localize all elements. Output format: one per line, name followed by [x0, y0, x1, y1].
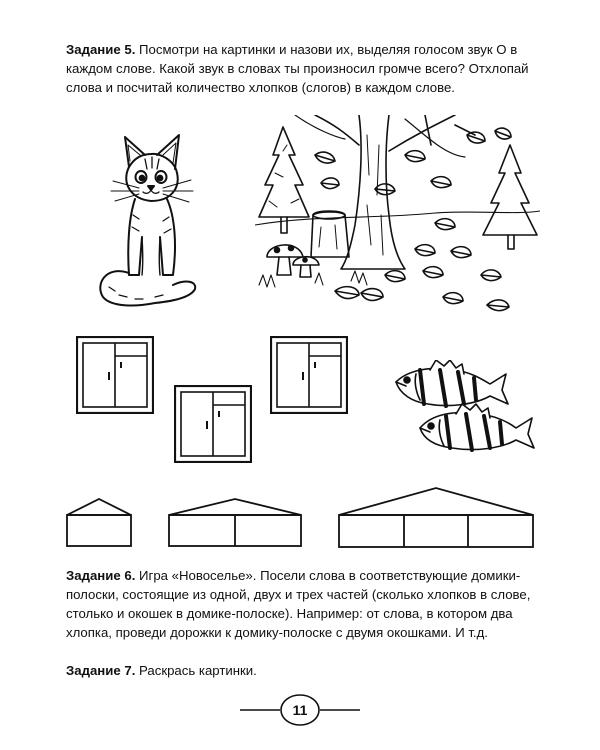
- task-5-text: Посмотри на картинки и назови их, выделяя голосом звук О в каждом слове. Какой звук в словах ты произносил громче всего? Отхлопай слова и посчитай количество хлопков (слогов) в каждом слове.: [66, 42, 529, 95]
- house-strip-3: [338, 487, 534, 549]
- fish-drawing: [390, 360, 535, 455]
- window-drawing: [76, 336, 154, 414]
- task-7-label: Задание 7.: [66, 663, 136, 678]
- task-6-text: Игра «Новоселье». Посели слова в соответствующие домики-полоски, состоящие из одной, двух и трех частей (сколько хлопков в слове, столько и окошек в домике-полоске). Например: от слова, в котором два хлопка, проведи дорожки к домику-полоске с двумя окошками. И т.д.: [66, 568, 531, 640]
- task-7-paragraph: [66, 661, 536, 680]
- task-7-text: Раскрась картинки.: [135, 663, 257, 678]
- house-strip-1: [66, 498, 132, 548]
- forest-drawing: [255, 115, 540, 315]
- window-drawing: [174, 385, 252, 463]
- window-drawing: [270, 336, 348, 414]
- cat-drawing: [95, 125, 210, 310]
- task-6-label: Задание 6.: [66, 568, 136, 583]
- page-number-footer: [0, 690, 600, 730]
- task-5-paragraph: [66, 40, 536, 97]
- task-6-paragraph: [66, 566, 536, 642]
- house-strip-2: [168, 498, 302, 548]
- page-number: 11: [292, 702, 308, 718]
- task-5-label: Задание 5.: [66, 42, 136, 57]
